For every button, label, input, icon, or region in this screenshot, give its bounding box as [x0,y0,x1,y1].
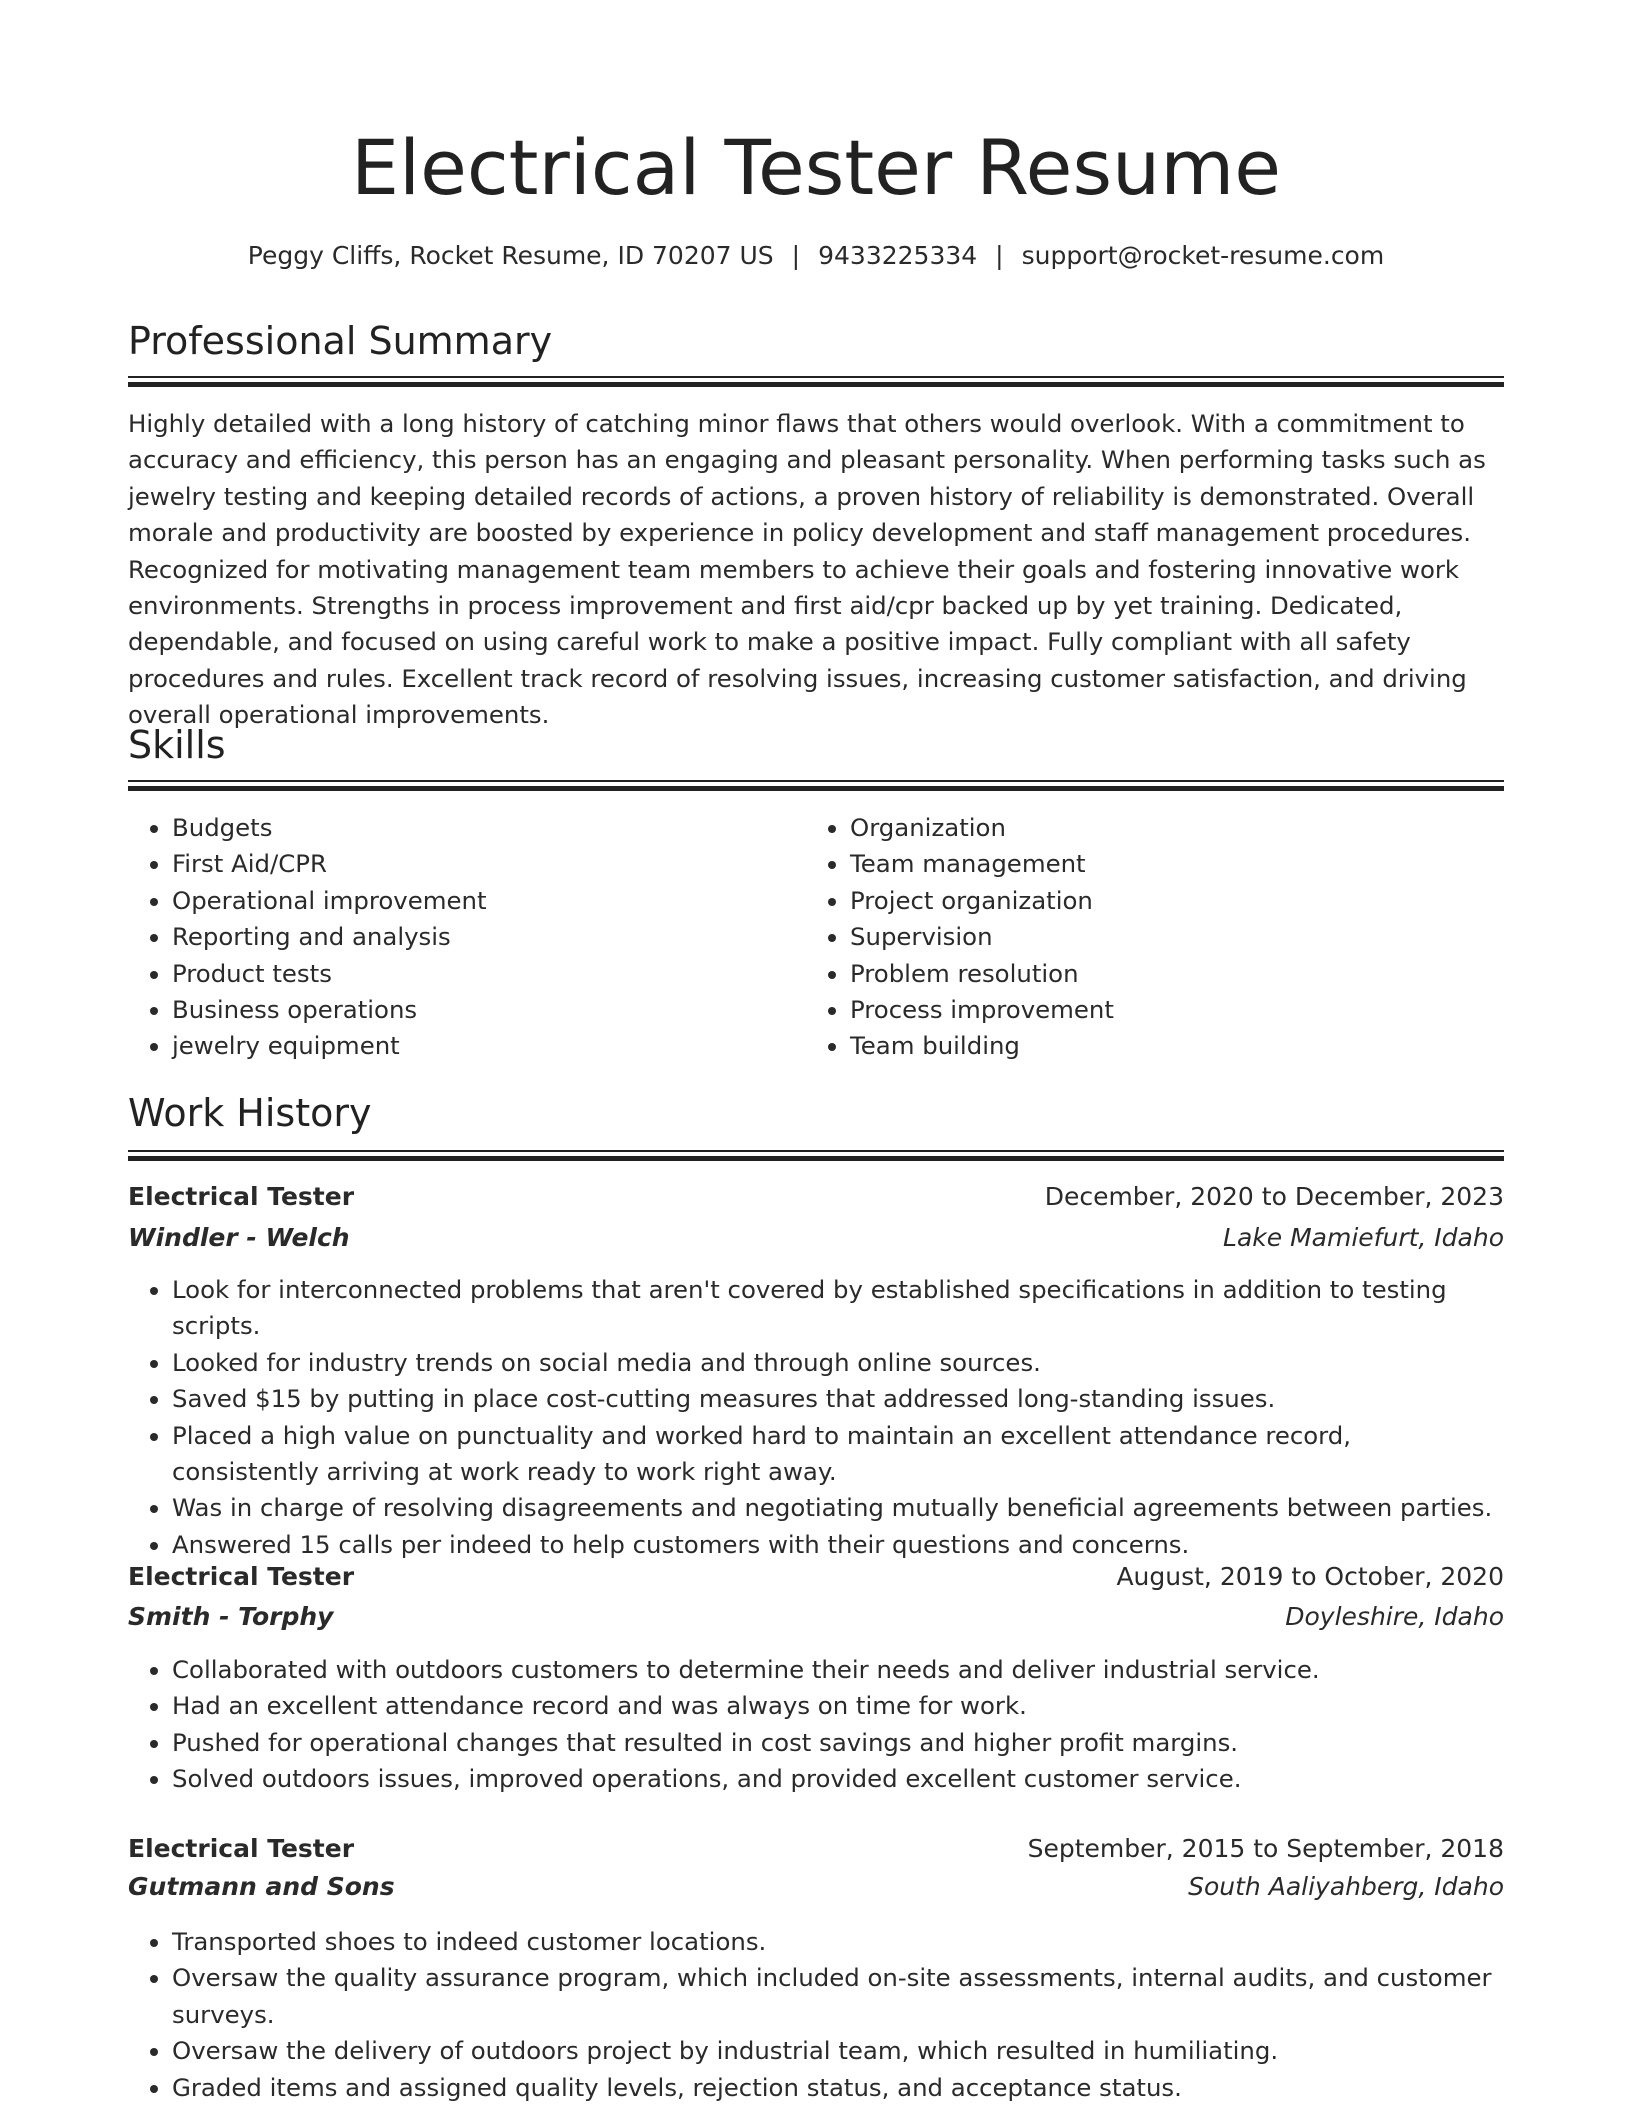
job-bullet-list [128,1924,1504,2106]
skill-item: • Problem resolution [850,956,1446,992]
job-bullet-item: • Looked for industry trends on social media and through online sources. [172,1345,1504,1381]
job-company: Gutmann and Sons [128,1872,395,1901]
summary-heading: Professional Summary [128,319,553,363]
contact-phone: 9433225334 [818,241,978,270]
skill-item: • Team management [850,846,1446,882]
job-bullet-item: • Oversaw the quality assurance program, which included on-site assessments, internal audits, and customer surveys. [172,1960,1504,2033]
skill-item: • Reporting and analysis [172,919,768,955]
job-company-line [128,1219,1504,1257]
section-divider [128,1150,1504,1162]
contact-separator: | [995,241,1004,270]
job-bullets [128,1272,1504,1563]
skill-item: • Team building [850,1028,1446,1064]
job-company-line [128,1598,1504,1636]
job-bullet-item: • Answered 15 calls per indeed to help customers with their questions and concerns. [172,1527,1504,1563]
skills-column-left [128,810,768,1065]
job-bullet-item: • Graded items and assigned quality levels, rejection status, and acceptance status. [172,2070,1504,2106]
skill-item: • Organization [850,810,1446,846]
skill-item: • Budgets [172,810,768,846]
job-bullet-item: • Pushed for operational changes that resulted in cost savings and higher profit margins. [172,1725,1504,1761]
contact-line [128,238,1504,274]
skills-list-right [806,810,1446,1065]
skill-item: • Business operations [172,992,768,1028]
job-bullet-item: • Collaborated with outdoors customers to determine their needs and deliver industrial service. [172,1652,1504,1688]
contact-separator: | [791,241,801,270]
job-header [128,1830,1504,1868]
work-history-heading: Work History [128,1091,372,1135]
skill-item: • Process improvement [850,992,1446,1028]
skill-item: • Operational improvement [172,883,768,919]
job-bullet-item: • Was in charge of resolving disagreements and negotiating mutually beneficial agreements between parties. [172,1490,1504,1526]
skills-column-right [806,810,1446,1065]
job-bullet-item: • Look for interconnected problems that aren't covered by established specifications in addition to testing scripts. [172,1272,1504,1345]
job-bullet-item: • Saved $15 by putting in place cost-cutting measures that addressed long-standing issues. [172,1381,1504,1417]
job-title: Electrical Tester [128,1834,355,1863]
job-header [128,1558,1504,1596]
job-location: Doyleshire, Idaho [1285,1602,1504,1631]
skills-list-left [128,810,768,1065]
job-bullet-item: • Oversaw the delivery of outdoors project by industrial team, which resulted in humiliating. [172,2033,1504,2069]
job-bullets [128,1652,1504,1798]
skill-item: • jewelry equipment [172,1028,768,1064]
section-divider [128,780,1504,792]
job-bullet-item: • Solved outdoors issues, improved operations, and provided excellent customer service. [172,1761,1504,1797]
skill-item: • First Aid/CPR [172,846,768,882]
job-title: Electrical Tester [128,1182,355,1211]
skill-item: • Project organization [850,883,1446,919]
job-bullet-item: • Placed a high value on punctuality and worked hard to maintain an excellent attendance record, consistently arriving at work ready to work right away. [172,1418,1504,1491]
resume-title: Electrical Tester Resume [351,123,1281,212]
summary-text: Highly detailed with a long history of catching minor flaws that others would overlook. With a commitment to accuracy and efficiency, this person has an engaging and pleasant personality. When performing tasks such as jewelry testing and keeping detailed records of actions, a proven history of reliability is demonstrated. Overall morale and productivity are boosted by experience in policy development and staff management procedures. Recognized for motivating management team members to achieve their goals and fostering innovative work environments. Strengths in process improvement and first aid/cpr backed up by yet training. Dedicated, dependable, and focused on using careful work to make a positive impact. Fully compliant with all safety procedures and rules. Excellent track record of resolving issues, increasing customer satisfaction, and driving overall operational improvements. [128,409,1486,730]
job-company-line [128,1868,1504,1906]
job-dates: September, 2015 to September, 2018 [1027,1834,1504,1863]
section-divider [128,376,1504,388]
job-location: South Aaliyahberg, Idaho [1188,1872,1504,1901]
job-dates: December, 2020 to December, 2023 [1044,1182,1504,1211]
job-bullet-item: • Transported shoes to indeed customer locations. [172,1924,1504,1960]
job-header [128,1178,1504,1216]
job-bullet-list [128,1272,1504,1563]
job-location: Lake Mamiefurt, Idaho [1223,1223,1504,1252]
skills-heading: Skills [128,723,226,767]
contact-email: support@rocket-resume.com [1021,241,1385,270]
job-bullet-item: • Had an excellent attendance record and was always on time for work. [172,1688,1504,1724]
skill-item: • Supervision [850,919,1446,955]
job-title: Electrical Tester [128,1562,355,1591]
job-dates: August, 2019 to October, 2020 [1116,1562,1504,1591]
job-bullet-list [128,1652,1504,1798]
contact-address: Peggy Cliffs, Rocket Resume, ID 70207 US [247,241,774,270]
job-company: Smith - Torphy [128,1602,334,1631]
skill-item: • Product tests [172,956,768,992]
job-bullets [128,1924,1504,2106]
job-company: Windler - Welch [128,1223,350,1252]
